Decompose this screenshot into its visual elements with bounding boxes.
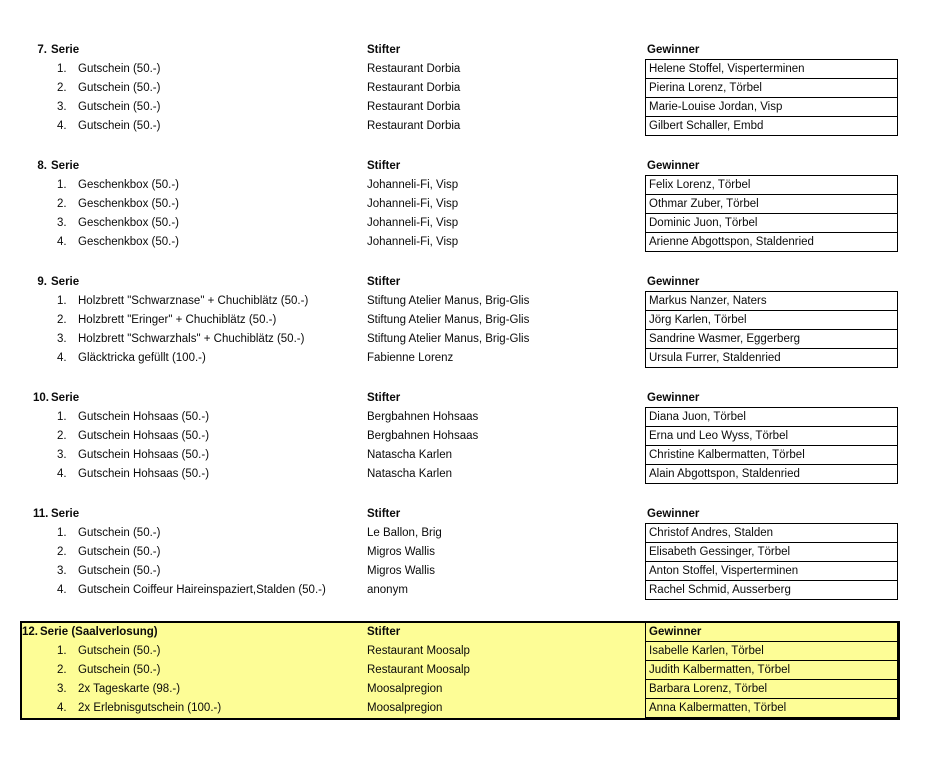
series-title — [33, 389, 367, 408]
prize-cell — [33, 562, 367, 581]
stifter-cell: Le Ballon, Brig — [367, 527, 442, 539]
winner-name: Alain Abgottspon, Staldenried — [645, 464, 898, 484]
prize-number: 2. — [57, 664, 67, 676]
prize-number: 3. — [57, 101, 67, 113]
series-name: Serie — [51, 276, 80, 288]
stifter-cell: Restaurant Dorbia — [367, 63, 461, 75]
stifter-cell: Bergbahnen Hohsaas — [367, 430, 479, 442]
winner-name: Pierina Lorenz, Törbel — [645, 78, 898, 98]
gewinner-column-header-cell — [645, 623, 898, 642]
winner-cell — [645, 176, 898, 195]
winner-name: Helene Stoffel, Visperterminen — [645, 59, 898, 79]
stifter-column-header: Stifter — [367, 44, 401, 56]
stifter-cell: Migros Wallis — [367, 565, 435, 577]
prize-number: 2. — [57, 546, 67, 558]
winner-cell — [645, 117, 898, 136]
prize-number: 1. — [57, 63, 67, 75]
series-title — [33, 273, 367, 292]
prize-label: Gutschein Hohsaas (50.-) — [78, 449, 210, 461]
prize-label: Gutschein (50.-) — [78, 565, 161, 577]
prize-number: 1. — [57, 527, 67, 539]
stifter-cell: Moosalpregion — [367, 702, 443, 714]
winner-cell — [645, 680, 898, 699]
prize-cell — [33, 524, 367, 543]
series-name: Serie — [51, 508, 80, 520]
series-number: 10. — [33, 392, 49, 404]
winner-cell — [645, 233, 898, 252]
winner-cell — [645, 214, 898, 233]
stifter-cell: Restaurant Moosalp — [367, 645, 470, 657]
stifter-cell: Stiftung Atelier Manus, Brig-Glis — [367, 295, 530, 307]
prize-cell — [33, 427, 367, 446]
stifter-cell: Stiftung Atelier Manus, Brig-Glis — [367, 333, 530, 345]
stifter-column-header: Stifter — [367, 392, 401, 404]
winner-cell — [645, 292, 898, 311]
prize-label: Gutschein Hohsaas (50.-) — [78, 430, 210, 442]
stifter-cell: Restaurant Moosalp — [367, 664, 470, 676]
stifter-column-header: Stifter — [367, 276, 401, 288]
prize-cell — [22, 680, 367, 699]
prize-number: 4. — [57, 236, 67, 248]
prize-number: 4. — [57, 584, 67, 596]
gewinner-column-header: Gewinner — [647, 160, 700, 172]
prize-cell — [33, 408, 367, 427]
stifter-cell: Restaurant Dorbia — [367, 82, 461, 94]
series-title — [22, 623, 367, 642]
gewinner-column-header: Gewinner — [647, 508, 700, 520]
prize-label: 2x Erlebnisgutschein (100.-) — [78, 702, 222, 714]
series-number: 9. — [37, 276, 47, 288]
stifter-cell: Johanneli-Fi, Visp — [367, 217, 459, 229]
winner-name: Ursula Furrer, Staldenried — [645, 348, 898, 368]
prize-cell — [33, 214, 367, 233]
series-number: 8. — [37, 160, 47, 172]
stifter-cell: Bergbahnen Hohsaas — [367, 411, 479, 423]
prize-label: Gutschein (50.-) — [78, 645, 161, 657]
winner-name: Gilbert Schaller, Embd — [645, 116, 898, 136]
prize-cell — [33, 543, 367, 562]
series-title — [33, 505, 367, 524]
gewinner-column-header: Gewinner — [647, 44, 700, 56]
prize-number: 4. — [57, 120, 67, 132]
stifter-cell: Fabienne Lorenz — [367, 352, 454, 364]
prize-cell — [33, 311, 367, 330]
prize-label: Gutschein (50.-) — [78, 63, 161, 75]
prize-cell — [33, 465, 367, 484]
stifter-cell: Natascha Karlen — [367, 468, 453, 480]
prize-number: 1. — [57, 295, 67, 307]
prize-cell — [33, 176, 367, 195]
prize-cell — [22, 642, 367, 661]
prize-label: Geschenkbox (50.-) — [78, 217, 179, 229]
winner-name: Othmar Zuber, Törbel — [645, 194, 898, 214]
stifter-cell: Natascha Karlen — [367, 449, 453, 461]
prize-label: 2x Tageskarte (98.-) — [78, 683, 181, 695]
winner-name: Barbara Lorenz, Törbel — [645, 679, 898, 699]
prize-number: 3. — [57, 449, 67, 461]
prize-number: 1. — [57, 179, 67, 191]
winner-name: Erna und Leo Wyss, Törbel — [645, 426, 898, 446]
series-name: Serie — [51, 44, 80, 56]
stifter-cell: Johanneli-Fi, Visp — [367, 179, 459, 191]
prize-label: Geschenkbox (50.-) — [78, 179, 179, 191]
prize-number: 4. — [57, 468, 67, 480]
prize-label: Gutschein (50.-) — [78, 527, 161, 539]
stifter-cell: Johanneli-Fi, Visp — [367, 236, 459, 248]
winner-cell — [645, 408, 898, 427]
prize-cell — [33, 349, 367, 368]
prize-label: Holzbrett "Schwarzhals" + Chuchiblätz (50.-) — [78, 333, 305, 345]
winner-cell — [645, 79, 898, 98]
series-number: 7. — [37, 44, 47, 56]
prize-label: Gutschein (50.-) — [78, 546, 161, 558]
prize-label: Gutschein (50.-) — [78, 82, 161, 94]
winner-name: Sandrine Wasmer, Eggerberg — [645, 329, 898, 349]
winner-cell — [645, 543, 898, 562]
prize-cell — [33, 330, 367, 349]
winner-name: Dominic Juon, Törbel — [645, 213, 898, 233]
winner-name: Anton Stoffel, Visperterminen — [645, 561, 898, 581]
winner-name: Rachel Schmid, Ausserberg — [645, 580, 898, 600]
prize-cell — [33, 581, 367, 600]
winner-cell — [645, 699, 898, 718]
prize-label: Gläcktricka gefüllt (100.-) — [78, 352, 206, 364]
winner-name: Felix Lorenz, Törbel — [645, 175, 898, 195]
series-section-12-saalverlosung — [20, 621, 900, 720]
gewinner-column-header: Gewinner — [647, 276, 700, 288]
stifter-column-header: Stifter — [367, 626, 401, 638]
series-number: 12. — [22, 626, 38, 638]
prize-number: 2. — [57, 198, 67, 210]
stifter-column-header: Stifter — [367, 160, 401, 172]
winner-name: Elisabeth Gessinger, Törbel — [645, 542, 898, 562]
winner-name: Arienne Abgottspon, Staldenried — [645, 232, 898, 252]
winner-cell — [645, 98, 898, 117]
prize-label: Gutschein Hohsaas (50.-) — [78, 411, 210, 423]
prize-label: Geschenkbox (50.-) — [78, 198, 179, 210]
prize-cell — [22, 661, 367, 680]
prize-cell — [33, 98, 367, 117]
prize-number: 4. — [57, 702, 67, 714]
winner-name: Marie-Louise Jordan, Visp — [645, 97, 898, 117]
winner-name: Christine Kalbermatten, Törbel — [645, 445, 898, 465]
winner-cell — [645, 427, 898, 446]
stifter-cell: Moosalpregion — [367, 683, 443, 695]
winner-cell — [645, 60, 898, 79]
winner-cell — [645, 465, 898, 484]
winner-cell — [645, 524, 898, 543]
series-section-10 — [33, 389, 945, 484]
prize-cell — [33, 79, 367, 98]
stifter-column-header: Stifter — [367, 508, 401, 520]
prize-label: Holzbrett "Schwarznase" + Chuchiblätz (50.-) — [78, 295, 309, 307]
prize-number: 3. — [57, 217, 67, 229]
stifter-cell: Stiftung Atelier Manus, Brig-Glis — [367, 314, 530, 326]
winner-cell — [645, 581, 898, 600]
winner-name: Judith Kalbermatten, Törbel — [645, 660, 898, 680]
prize-cell — [33, 233, 367, 252]
winner-name: Christof Andres, Stalden — [645, 523, 898, 543]
prize-cell — [33, 60, 367, 79]
winner-cell — [645, 311, 898, 330]
prize-label: Gutschein (50.-) — [78, 120, 161, 132]
winner-cell — [645, 349, 898, 368]
series-title — [33, 41, 367, 60]
series-number: 11. — [33, 508, 49, 520]
prize-cell — [33, 446, 367, 465]
prize-number: 2. — [57, 314, 67, 326]
series-section-7 — [33, 41, 945, 136]
stifter-cell: anonym — [367, 584, 408, 596]
gewinner-column-header: Gewinner — [645, 622, 898, 642]
prize-number: 1. — [57, 645, 67, 657]
prize-label: Gutschein Coiffeur Haireinspaziert,Stalden (50.-) — [78, 584, 326, 596]
prize-cell — [33, 292, 367, 311]
stifter-cell: Restaurant Dorbia — [367, 101, 461, 113]
series-name: Serie (Saalverlosung) — [40, 626, 158, 638]
winner-cell — [645, 446, 898, 465]
winner-name: Anna Kalbermatten, Törbel — [645, 698, 898, 718]
winner-cell — [645, 195, 898, 214]
prize-number: 1. — [57, 411, 67, 423]
winner-name: Isabelle Karlen, Törbel — [645, 641, 898, 661]
gewinner-column-header: Gewinner — [647, 392, 700, 404]
prize-number: 4. — [57, 352, 67, 364]
winner-name: Jörg Karlen, Törbel — [645, 310, 898, 330]
prize-cell — [33, 117, 367, 136]
prize-number: 2. — [57, 430, 67, 442]
stifter-cell: Johanneli-Fi, Visp — [367, 198, 459, 210]
series-section-8 — [33, 157, 945, 252]
series-name: Serie — [51, 392, 80, 404]
stifter-cell: Restaurant Dorbia — [367, 120, 461, 132]
prize-cell — [33, 195, 367, 214]
prize-label: Gutschein (50.-) — [78, 101, 161, 113]
prize-cell — [22, 699, 367, 718]
winner-name: Markus Nanzer, Naters — [645, 291, 898, 311]
prize-number: 3. — [57, 565, 67, 577]
prize-number: 3. — [57, 683, 67, 695]
prize-number: 2. — [57, 82, 67, 94]
prize-number: 3. — [57, 333, 67, 345]
series-title — [33, 157, 367, 176]
prize-label: Gutschein (50.-) — [78, 664, 161, 676]
series-section-9 — [33, 273, 945, 368]
winner-cell — [645, 330, 898, 349]
prize-label: Holzbrett "Eringer" + Chuchiblätz (50.-) — [78, 314, 277, 326]
series-name: Serie — [51, 160, 80, 172]
prize-label: Geschenkbox (50.-) — [78, 236, 179, 248]
winner-cell — [645, 562, 898, 581]
series-section-11 — [33, 505, 945, 600]
prize-label: Gutschein Hohsaas (50.-) — [78, 468, 210, 480]
winner-cell — [645, 642, 898, 661]
winner-name: Diana Juon, Törbel — [645, 407, 898, 427]
winner-cell — [645, 661, 898, 680]
stifter-cell: Migros Wallis — [367, 546, 435, 558]
